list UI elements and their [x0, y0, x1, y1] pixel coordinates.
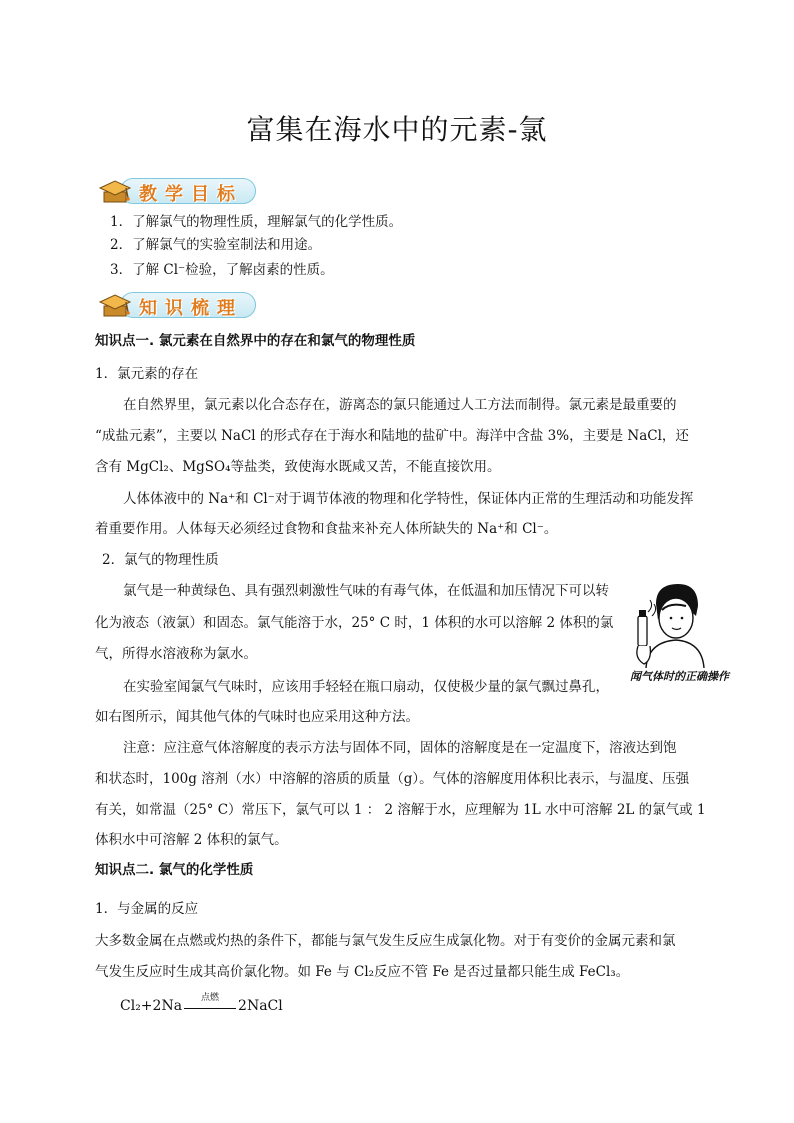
paragraph-line: 含有 MgCl₂、MgSO₄等盐类，致使海水既咸又苦，不能直接饮用。 — [95, 459, 501, 475]
reaction-arrow — [184, 992, 236, 1009]
section-heading: 知识点一. 氯元素在自然界中的存在和氯气的物理性质 — [95, 333, 416, 349]
objectives-banner — [98, 174, 258, 208]
figure-caption: 闻气体时的正确操作 — [630, 670, 729, 683]
chemical-equation — [120, 992, 283, 1014]
paragraph-line: 大多数金属在点燃或灼热的条件下，都能与氯气发生反应生成氯化物。对于有变价的金属元素和氯 — [95, 933, 676, 949]
knowledge-banner-label: 知识梳理 — [139, 298, 243, 319]
graduation-cap-icon — [98, 176, 132, 206]
paragraph-line: 注意：应注意气体溶解度的表示方法与固体不同，固体的溶解度是在一定温度下，溶液达到饱 — [123, 740, 677, 756]
equation-reactants: Cl₂+2Na — [120, 998, 183, 1014]
paragraph-line: 如右图所示，闻其他气体的气味时也应采用这种方法。 — [95, 709, 419, 725]
knowledge-banner — [98, 288, 258, 322]
paragraph-line: 有关，如常温（25° C）常压下，氯气可以 1 ： 2 溶解于水，应理解为 1L 水中可溶解 2L 的氯气或 1 — [95, 802, 706, 818]
section-heading: 知识点二. 氯气的化学性质 — [95, 862, 254, 878]
paragraph-line: 气，所得水溶液称为氯水。 — [95, 646, 257, 662]
paragraph-line: 体积水中可溶解 2 体积的氯气。 — [95, 832, 288, 848]
equation-products: 2NaCl — [238, 998, 283, 1014]
subsection-heading: 1．氯元素的存在 — [95, 366, 199, 382]
paragraph-line: 氯气是一种黄绿色、具有强烈刺激性气味的有毒气体，在低温和加压情况下可以转 — [123, 583, 609, 599]
paragraph-line: 和状态时，100g 溶剂（水）中溶解的溶质的质量（g）。气体的溶解度用体积比表示，与温度、压强 — [95, 771, 690, 787]
objective-item: 1．了解氯气的物理性质，理解氯气的化学性质。 — [110, 214, 403, 230]
paragraph-line: 气发生反应时生成其高价氯化物。如 Fe 与 Cl₂反应不管 Fe 是否过量都只能生成 FeCl₃。 — [95, 964, 630, 980]
paragraph-line: 化为液态（液氯）和固态。氯气能溶于水，25° C 时，1 体积的水可以溶解 2 体积的氯 — [95, 615, 614, 631]
reaction-condition: 点燃 — [201, 992, 220, 1003]
paragraph-line: 在实验室闻氯气气味时，应该用手轻轻在瓶口扇动，仅使极少量的氯气飘过鼻孔， — [123, 679, 609, 695]
paragraph-line: 着重要作用。人体每天必须经过食物和食盐来补充人体所缺失的 Na⁺和 Cl⁻。 — [95, 521, 558, 537]
subsection-heading: 1．与金属的反应 — [95, 901, 199, 917]
paragraph-line: “成盐元素”，主要以 NaCl 的形式存在于海水和陆地的盐矿中。海洋中含盐 3%，主要是 NaCl，还 — [95, 428, 689, 444]
paragraph-line: 在自然界里，氯元素以化合态存在，游离态的氯只能通过人工方法而制得。氯元素是最重要的 — [123, 397, 677, 413]
objectives-banner-label: 教学目标 — [139, 184, 243, 205]
graduation-cap-icon — [98, 290, 132, 320]
objective-item: 2．了解氯气的实验室制法和用途。 — [110, 237, 322, 253]
objective-item: 3．了解 Cl⁻检验，了解卤素的性质。 — [110, 262, 334, 278]
subsection-heading: 2．氯气的物理性质 — [102, 552, 219, 568]
page-title: 富集在海水中的元素-氯 — [246, 113, 548, 146]
paragraph-line: 人体体液中的 Na⁺和 Cl⁻对于调节体液的物理和化学特性，保证体内正常的生理活动和功能发挥 — [123, 491, 694, 507]
